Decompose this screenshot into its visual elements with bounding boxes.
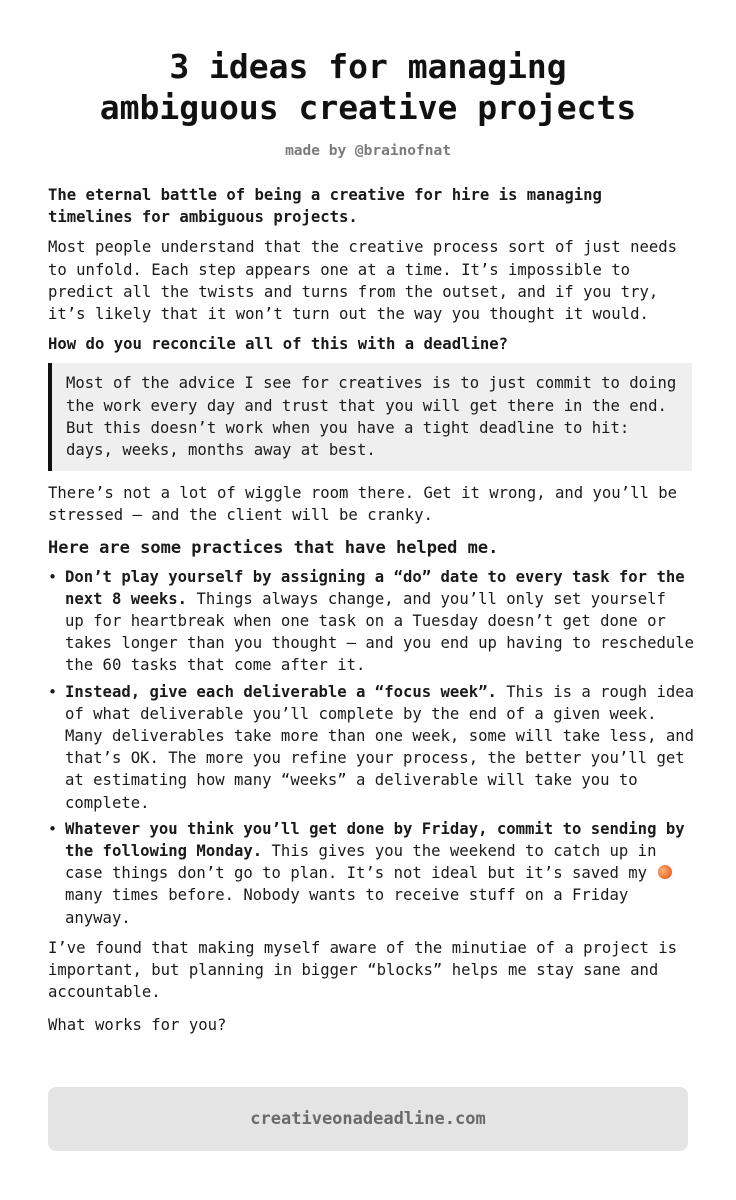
blockquote [48, 363, 692, 471]
bullet-icon: • [48, 682, 58, 701]
footer-banner [48, 1087, 688, 1151]
tip-text: This is a rough idea of what deliverable you’ll complete by the end of a given week. Many deliverables take more than one week, some will take less, and that’s OK. The more you refine your process, the better you’ll get at estimating how many “weeks” a deliverable will take you to complete. [65, 682, 695, 812]
peach-icon [658, 865, 672, 879]
bullet-icon: • [48, 819, 58, 838]
tip-text: This gives you the weekend to catch up in case things don’t go to plan. It’s not ideal but it’s saved my [65, 842, 657, 883]
tip-bold: Whatever you think you’ll get done by Friday, commit to sending by the following Monday. [65, 819, 685, 861]
page-title [0, 46, 736, 128]
tips-list [48, 566, 694, 929]
bullet-icon: • [48, 567, 58, 586]
lead-paragraph: The eternal battle of being a creative for hire is managing timelines for ambiguous projects. [48, 186, 602, 227]
title-line-1: 3 ideas for managing [169, 47, 567, 86]
tip-bold: Instead, give each deliverable a “focus week”. [65, 682, 497, 701]
practices-heading: Here are some practices that have helped me. [48, 537, 499, 558]
tip-text: Things always change, and you’ll only set yourself up for heartbreak when one task on a Tuesday doesn’t get done or takes longer than you thought — and you end up having to reschedule the 60 tasks that come after it. [65, 589, 695, 675]
title-line-2: ambiguous creative projects [99, 88, 637, 127]
wiggle-paragraph: There’s not a lot of wiggle room there. Get it wrong, and you’ll be stressed — and the client will be cranky. [48, 484, 678, 525]
tip-bold: Don’t play yourself by assigning a “do” date to every task for the next 8 weeks. [65, 567, 685, 608]
byline: made by @brainofnat [285, 143, 451, 159]
article-body [48, 184, 694, 1036]
blockquote-text: Most of the advice I see for creatives is to just commit to doing the work every day and trust that you will get there in the end. But this doesn’t work when you have a tight deadline to hit: days, weeks, months away at best. [66, 374, 677, 460]
sign-off: What works for you? [48, 1015, 227, 1034]
list-item [48, 566, 694, 677]
closing-paragraph: I’ve found that making myself aware of the minutiae of a project is important, but planning in bigger “blocks” helps me stay sane and accountable. [48, 938, 678, 1002]
tip-text-after: many times before. Nobody wants to receive stuff on a Friday anyway. [65, 886, 629, 927]
list-item [48, 818, 694, 929]
intro-paragraph: Most people understand that the creative process sort of just needs to unfold. Each step appears one at a time. It’s impossible to predict all the twists and turns from the outset, and if you try, it’s likely that it won’t turn out the way you thought it would. [48, 238, 678, 324]
question-heading: How do you reconcile all of this with a deadline? [48, 335, 509, 354]
footer-site-link[interactable]: creativeonadeadline.com [250, 1109, 486, 1129]
list-item [48, 681, 694, 814]
